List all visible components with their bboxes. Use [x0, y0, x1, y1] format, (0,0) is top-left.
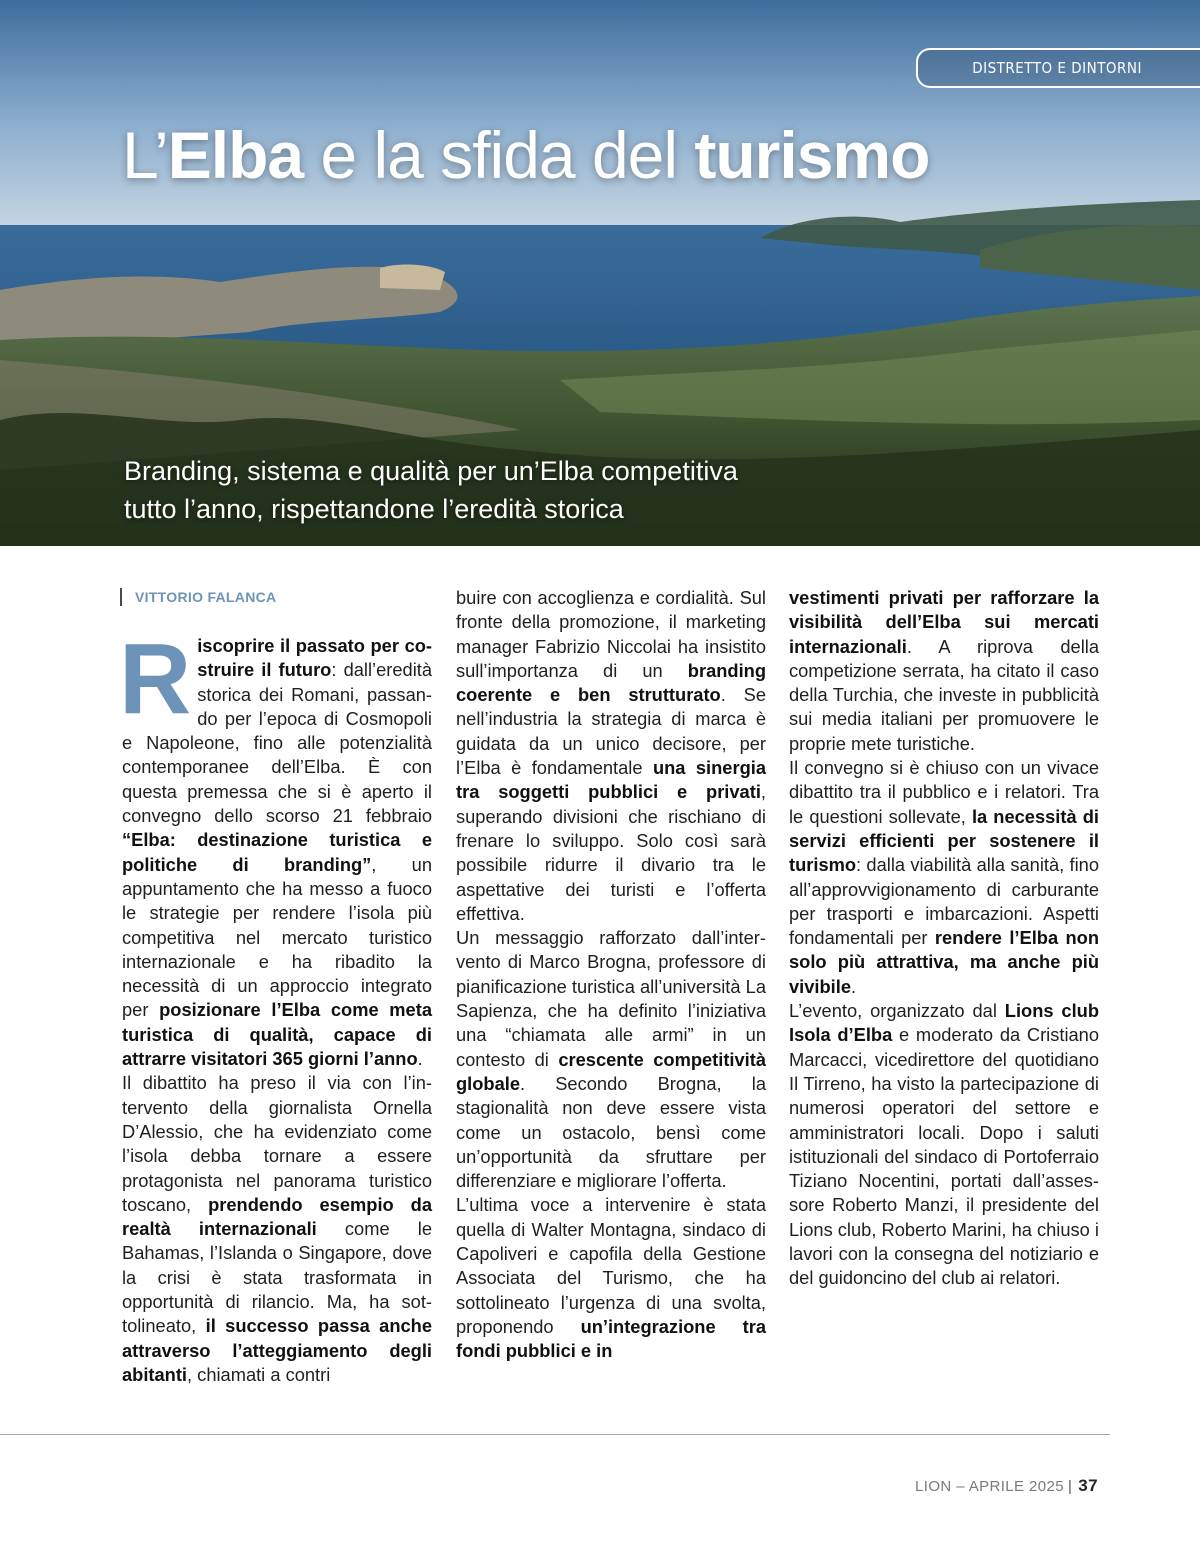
- text-run: .: [851, 975, 857, 997]
- text-run: . Secondo Brogna, la stagionalità non deve essere vista come un ostacolo, bensì come un’opportunità da sfruttare per differenziare e migliorare l’offerta.: [456, 1072, 766, 1192]
- text-run: L’evento, organizzato dal: [789, 1000, 1005, 1022]
- article-column-1: [119, 623, 432, 1387]
- paragraph: [122, 1071, 432, 1387]
- text-run: , chiamati a contri: [187, 1363, 331, 1385]
- page-title: L’Elba e la sfida del turismo: [122, 118, 930, 192]
- footer-separator: |: [1067, 1478, 1073, 1495]
- paragraph: [789, 586, 1099, 756]
- text-run: Un messaggio rafforzato dall’intervento di Marco Brogna, professore di pianificazione turistica all’università La Sapienza, che ha definito l’iniziativa una “chiamata alle armi” in un contesto di: [456, 927, 766, 1070]
- subtitle-line-1: Branding, sistema e qualità per un’Elba competitiva: [124, 456, 738, 486]
- bold-text-run: crescente competitività globale: [456, 1048, 766, 1094]
- text-run: e moderato da Cristiano Marcacci, vicedirettore del quotidiano Il Tirreno, ha visto la partecipazione di numerosi operatori del settore e amministratori locali. Dopo i saluti istituzionali del sindaco di Portoferraio Tiziano Nocentini, portati dall’assessore Roberto Manzi, il presidente del Lions club, Roberto Marini, ha chiuso i lavori con la consegna del notiziario e del guidoncino del club ai relatori.: [789, 1024, 1100, 1289]
- text-run: .: [417, 1048, 423, 1070]
- bold-text-run: iscoprire il passato per costruire il futuro: [197, 635, 432, 681]
- text-run: Il convegno si è chiuso con un vivace dibattito tra il pubblico e i relatori. Tra le questioni sollevate,: [789, 757, 1099, 827]
- drop-cap: R: [119, 623, 192, 735]
- text-run: : dalla viabilità alla sanità, fino all’approvvigionamento di carburante per trasporti e imbarcazioni. Aspetti fondamentali per: [789, 854, 1099, 949]
- paragraph: [456, 586, 766, 926]
- author-byline: VITTORIO FALANCA: [120, 588, 276, 606]
- bold-text-run: “Elba: destinazione turistica e politiche di branding”: [122, 829, 432, 875]
- text-run: , superando divisioni che rischiano di frenare lo sviluppo. Solo così sarà possibile ridurre il divario tra le aspettative dei turisti e l’offerta effettiva.: [456, 781, 766, 924]
- bold-text-run: branding coerente e ben strutturato: [456, 659, 766, 706]
- subtitle: [124, 452, 738, 528]
- magazine-issue: LION – APRILE 2025: [915, 1478, 1064, 1495]
- hero-photo: [0, 0, 1200, 546]
- article-column-3: [789, 586, 1099, 1291]
- page-number: 37: [1078, 1476, 1098, 1495]
- text-run: L’ultima voce a intervenire è stata quella di Walter Montagna, sindaco di Capoliveri e capofila della Gestione Associata del Turismo, che ha sottolineato l’urgenza di una svolta, proponendo: [456, 1194, 766, 1337]
- text-run: come le Bahamas, l’Islanda o Singapore, dove la crisi è stata trasformata in opportunità di rilancio. Ma, ha sottolineato,: [122, 1218, 432, 1337]
- text-run: buire con accoglienza e cordialità. Sul fronte della promozione, il marketing manager Fabrizio Niccolai ha insistito sull’importanza di un: [456, 587, 766, 681]
- subtitle-line-2: tutto l’anno, rispettandone l’eredità storica: [124, 494, 624, 524]
- section-label: DISTRETTO E DINTORNI: [916, 48, 1200, 88]
- bold-text-run: prendendo esempio da realtà internazionali: [122, 1193, 432, 1240]
- paragraph: [789, 999, 1099, 1291]
- bold-text-run: rendere l’Elba non solo più attrattiva, ma anche più vivibile: [789, 927, 1099, 997]
- article-column-2: [456, 586, 766, 1364]
- bold-text-run: vestimenti privati per rafforzare la visibilità dell’Elba sui mercati internazionali: [789, 587, 1099, 657]
- bold-text-run: un’integrazione tra fondi pubblici e in: [456, 1315, 766, 1362]
- text-run: . A riprova della competizione serrata, ha citato il caso della Turchia, che investe in pubblicità sui media italiani per promuovere le proprie mete turistiche.: [789, 635, 1099, 754]
- paragraph: [456, 926, 766, 1193]
- bold-text-run: Lions club Isola d’Elba: [789, 1000, 1099, 1046]
- bold-text-run: una sinergia tra soggetti pubblici e privati: [456, 757, 766, 803]
- bold-text-run: la necessità di servizi efficienti per sostenere il turismo: [789, 805, 1099, 876]
- page-footer: [915, 1476, 1098, 1496]
- text-run: : dall’eredità storica dei Romani, passando per l’epoca di Cosmopoli e Napoleone, fino alle potenzialità contemporanee dell’Elba. È con questa premessa che si è aperto il convegno dello scorso 21 febbraio: [122, 659, 432, 827]
- paragraph: [456, 1193, 766, 1363]
- text-run: , un appuntamento che ha messo a fuoco le strategie per rendere l’isola più competitiva nel mercato turistico internazionale e ha ribadito la necessità di un approccio integrato per: [122, 853, 432, 1021]
- bold-text-run: il successo passa anche attraverso l’atteggiamento degli abitanti: [122, 1315, 432, 1385]
- paragraph: [789, 756, 1099, 999]
- text-run: . Se nell’industria la strategia di marca è guidata da un unico decisore, per l’Elba è fondamentale: [456, 684, 766, 779]
- bold-text-run: posizionare l’Elba come meta turistica di qualità, capace di attrarre visitatori 365 giorni l’anno: [122, 999, 432, 1070]
- text-run: Il dibattito ha preso il via con l’intervento della giornalista Ornella D’Alessio, che ha evidenziato come l’isola debba tornare a essere protagonista nel panorama turistico toscano,: [122, 1072, 432, 1215]
- footer-rule: [0, 1434, 1110, 1435]
